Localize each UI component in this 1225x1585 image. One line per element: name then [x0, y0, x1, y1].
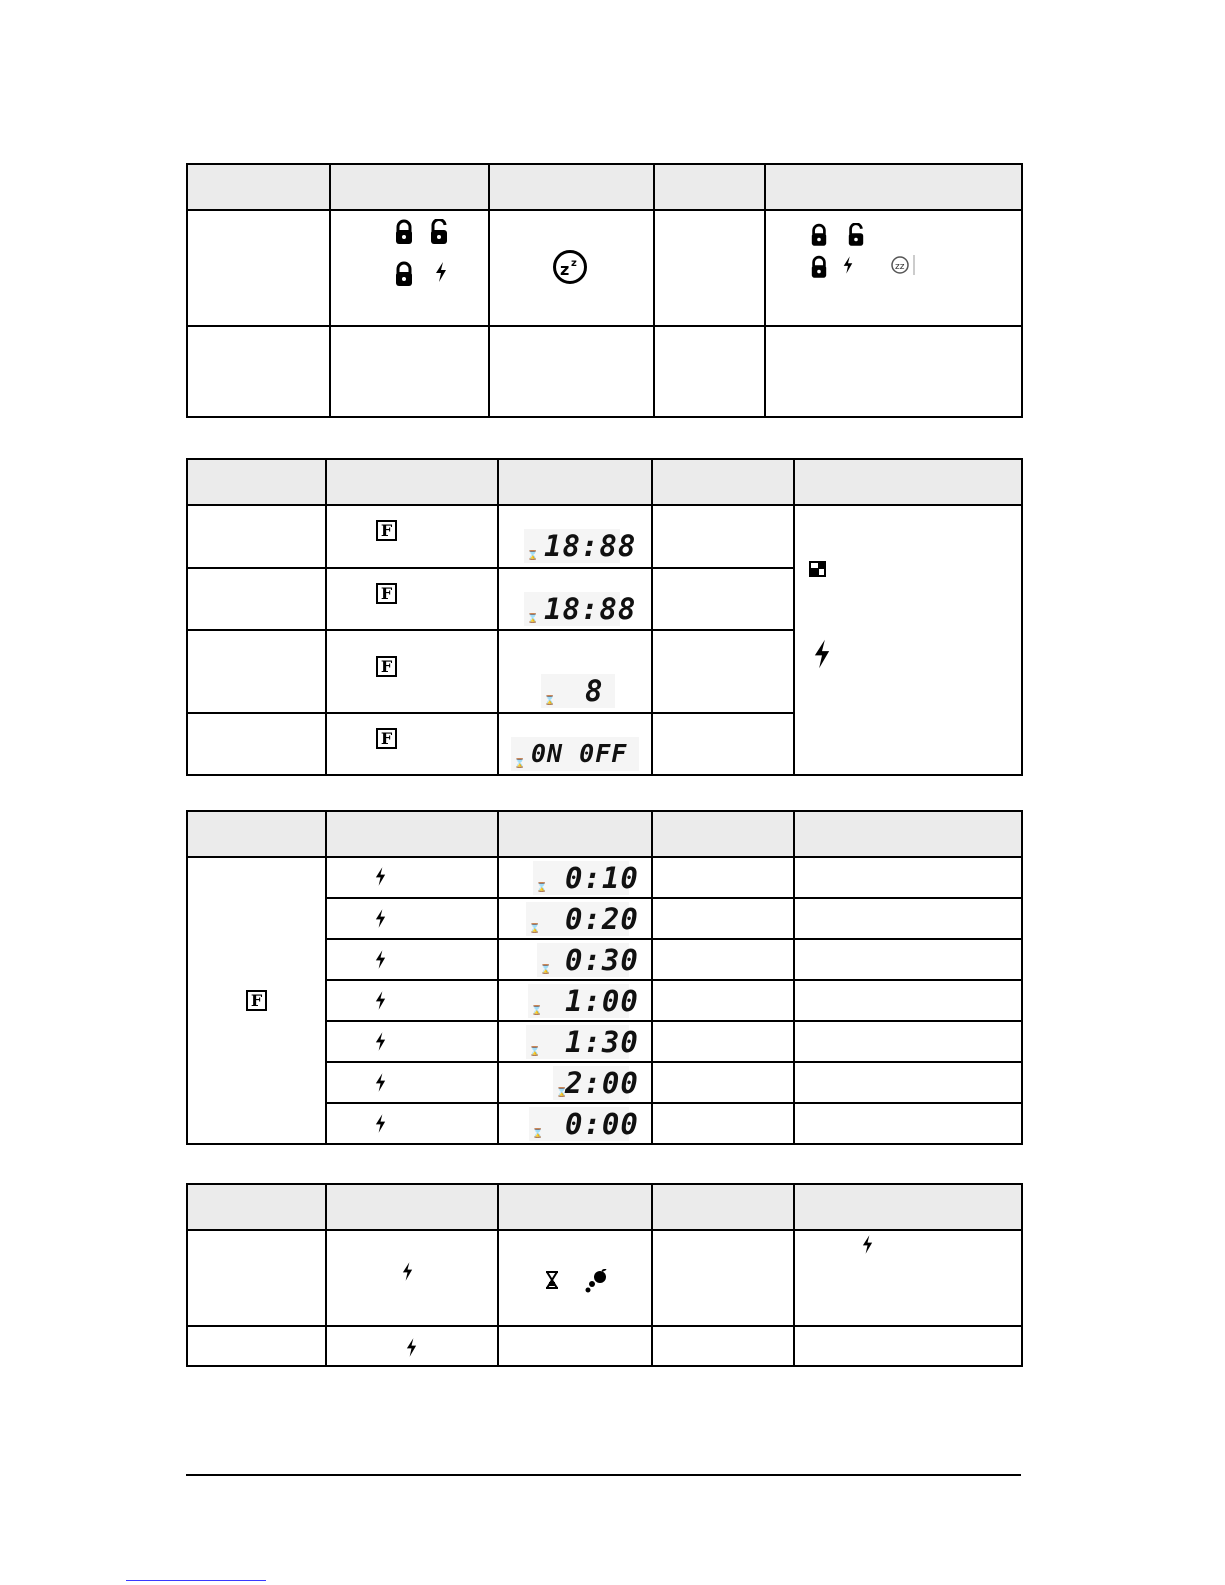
table-cell [330, 210, 489, 326]
table-cell [498, 505, 652, 568]
lcd-digits: 0:00 [565, 1107, 639, 1141]
table-row [187, 1326, 1022, 1366]
table-cell [326, 505, 498, 568]
table-cell [652, 1103, 794, 1144]
lightning-bolt-icon [374, 1032, 387, 1051]
table-cell [498, 1062, 652, 1103]
table-row [187, 1230, 1022, 1326]
header-cell [326, 1184, 498, 1230]
f-button-icon: F [376, 656, 397, 677]
table-cell [326, 1326, 498, 1366]
table-cell [794, 857, 1022, 898]
table-fast-settings [186, 458, 1023, 776]
table-cell [187, 210, 330, 326]
lightning-bolt-icon [434, 262, 448, 282]
lightning-bolt-icon [842, 256, 854, 274]
lcd-display [526, 1025, 639, 1059]
header-cell [765, 164, 1022, 210]
hourglass-icon: ⌛ [527, 550, 539, 560]
header-cell [187, 811, 326, 857]
table-cell [652, 1062, 794, 1103]
table-cell [652, 1326, 794, 1366]
table-cell [187, 1326, 326, 1366]
table-cell [187, 326, 330, 417]
lcd-display [526, 902, 639, 936]
table-lock-sleep [186, 163, 1023, 418]
table-cell [794, 939, 1022, 980]
table-cell [652, 568, 794, 630]
table-cell [326, 713, 498, 775]
header-cell [498, 1184, 652, 1230]
table-cell [498, 939, 652, 980]
table-cell [489, 326, 654, 417]
table-cell [498, 713, 652, 775]
lcd-digits: 0N 0FF [531, 738, 628, 768]
table-header-row [187, 164, 1022, 210]
header-cell [498, 459, 652, 505]
table-cell [794, 1062, 1022, 1103]
table-header-row [187, 1184, 1022, 1230]
header-cell [326, 811, 498, 857]
header-cell [187, 1184, 326, 1230]
table-cell [652, 505, 794, 568]
table-cell [330, 326, 489, 417]
lightning-bolt-icon [374, 950, 387, 969]
header-cell [794, 1184, 1022, 1230]
table-dry-mode [186, 1183, 1023, 1367]
lcd-digits: 0:30 [565, 943, 639, 977]
header-cell [794, 459, 1022, 505]
table-row [187, 326, 1022, 417]
table-cell-merged [794, 505, 1022, 775]
table-cell [652, 898, 794, 939]
lcd-digits: 1:00 [565, 984, 639, 1018]
table-cell [794, 1021, 1022, 1062]
table-cell [326, 980, 498, 1021]
lcd-digits: 18:88 [544, 529, 637, 563]
lcd-display [529, 1107, 639, 1141]
table-cell [326, 568, 498, 630]
table-header-row [187, 811, 1022, 857]
header-cell [794, 811, 1022, 857]
table-row [187, 210, 1022, 326]
header-cell [330, 164, 489, 210]
svg-text:zz: zz [895, 262, 905, 272]
hourglass-icon: ⌛ [527, 612, 539, 623]
lcd-display [553, 1066, 639, 1100]
table-cell [187, 1230, 326, 1326]
header-cell [326, 459, 498, 505]
table-cell [498, 1103, 652, 1144]
table-cell [498, 1021, 652, 1062]
header-cell [652, 811, 794, 857]
header-cell [187, 164, 330, 210]
header-cell [489, 164, 654, 210]
footer-rule [186, 1474, 1021, 1476]
lightning-bolt-icon [374, 991, 387, 1010]
header-cell [652, 1184, 794, 1230]
table-cell [765, 210, 1022, 326]
table-cell [489, 210, 654, 326]
lightning-bolt-icon [401, 1262, 414, 1281]
table-cell [326, 1230, 498, 1326]
lcd-display [511, 737, 639, 771]
table-row [187, 505, 1022, 568]
lightning-bolt-icon [812, 636, 832, 672]
table-cell [498, 568, 652, 630]
lcd-digits: 8 [585, 674, 604, 708]
hourglass-icon: ⌛ [536, 882, 548, 892]
f-button-icon: F [376, 520, 397, 541]
svg-text:z: z [560, 260, 570, 279]
table-row [187, 857, 1022, 898]
table-cell [794, 1326, 1022, 1366]
lcd-display [524, 591, 637, 626]
table-cell [654, 210, 765, 326]
f-button-icon: F [376, 583, 397, 604]
header-cell [654, 164, 765, 210]
sleep-zz-icon [888, 253, 916, 277]
table-cell [326, 898, 498, 939]
lcd-digits: 2:00 [565, 1066, 639, 1100]
hourglass-icon: ⌛ [532, 1128, 544, 1138]
lock-closed-icon [810, 255, 828, 279]
lock-closed-icon [810, 223, 828, 247]
memory-icon [808, 560, 828, 578]
table-cell [652, 1230, 794, 1326]
table-cell [794, 1103, 1022, 1144]
table-cell [326, 1021, 498, 1062]
table-cell [794, 1230, 1022, 1326]
table-cell [765, 326, 1022, 417]
table-cell [326, 939, 498, 980]
header-cell [498, 811, 652, 857]
dry-mode-icon [584, 1269, 612, 1293]
lcd-display [528, 984, 639, 1018]
lcd-display [533, 861, 639, 895]
table-cell [498, 1326, 652, 1366]
sleep-zz-icon [552, 249, 588, 285]
table-cell [187, 505, 326, 568]
table-cell [652, 857, 794, 898]
table-cell [652, 1021, 794, 1062]
lcd-display [537, 943, 639, 977]
hourglass-icon: ⌛ [540, 964, 552, 974]
svg-text:z: z [571, 258, 577, 269]
table-cell [326, 630, 498, 713]
table-cell [187, 568, 326, 630]
table-cell [187, 713, 326, 775]
lcd-digits: 0:20 [565, 902, 639, 936]
footer-link-underline [126, 1580, 266, 1581]
header-cell [652, 459, 794, 505]
table-cell [187, 630, 326, 713]
lock-closed-icon [394, 219, 414, 245]
table-cell [498, 980, 652, 1021]
lcd-digits: 0:10 [565, 861, 639, 895]
table-cell [652, 630, 794, 713]
lcd-digits: 18:88 [544, 591, 637, 626]
lock-open-icon [847, 223, 865, 247]
table-timer-steps [186, 810, 1023, 1145]
lock-closed-icon [394, 261, 414, 287]
lock-open-icon [429, 219, 449, 245]
lightning-bolt-icon [374, 909, 387, 928]
lcd-digits: 1:30 [565, 1025, 639, 1059]
hourglass-icon: ⌛ [544, 695, 556, 705]
lcd-display [524, 529, 637, 563]
table-cell [652, 713, 794, 775]
lcd-display [541, 674, 615, 708]
lightning-bolt-icon [861, 1235, 874, 1254]
table-cell [326, 1103, 498, 1144]
table-cell [498, 898, 652, 939]
table-cell [652, 980, 794, 1021]
header-cell [187, 459, 326, 505]
table-cell [498, 857, 652, 898]
hourglass-icon: ⌛ [531, 1005, 543, 1015]
lightning-bolt-icon [374, 867, 387, 886]
lightning-bolt-icon [374, 1114, 387, 1133]
f-button-icon: F [246, 990, 267, 1011]
table-cell [794, 980, 1022, 1021]
table-cell-merged [187, 857, 326, 1144]
hourglass-icon: ⌛ [529, 1046, 541, 1056]
table-cell [652, 939, 794, 980]
lightning-bolt-icon [374, 1073, 387, 1092]
hourglass-icon: ⌛ [556, 1087, 568, 1097]
table-header-row [187, 459, 1022, 505]
hourglass-icon [545, 1271, 559, 1289]
hourglass-icon: ⌛ [529, 923, 541, 933]
table-cell [794, 898, 1022, 939]
table-cell [326, 857, 498, 898]
table-cell [654, 326, 765, 417]
f-button-icon: F [376, 728, 397, 749]
table-cell [498, 1230, 652, 1326]
table-cell [498, 630, 652, 713]
lightning-bolt-icon [405, 1338, 418, 1357]
hourglass-icon: ⌛ [514, 757, 526, 768]
table-cell [326, 1062, 498, 1103]
